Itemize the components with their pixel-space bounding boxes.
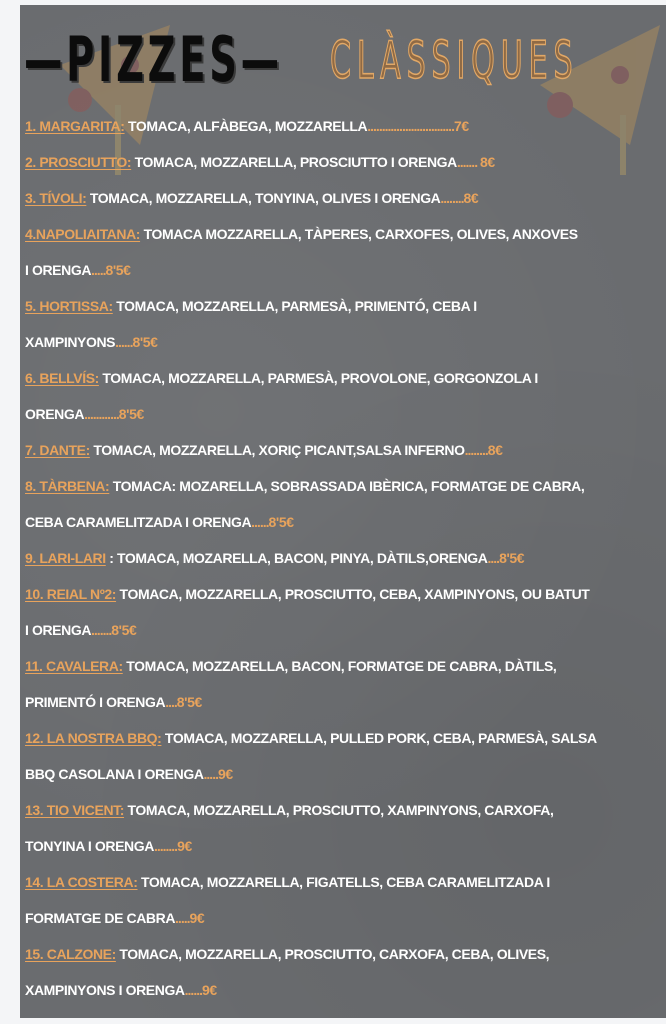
price-leader: ........: [440, 190, 464, 206]
pizza-name: 15. CALZONE:: [25, 946, 116, 962]
pizza-ingredients: TOMACA, MOZZARELLA, PARMESÀ, PROVOLONE, GORGONZOLA I: [98, 370, 538, 386]
pizza-ingredients: TOMACA, MOZZARELLA, PROSCIUTTO I ORENGA: [131, 154, 457, 170]
pizza-ingredients-cont: FORMATGE DE CABRA: [25, 910, 176, 926]
menu-item: [25, 792, 666, 864]
menu-item-line: [25, 504, 666, 540]
pizza-name: 3. TÍVOLI:: [25, 190, 87, 206]
pizza-ingredients: : TOMACA, MOZARELLA, BACON, PINYA, DÀTILS,ORENGA: [105, 550, 488, 566]
menu-item-line: [25, 324, 666, 360]
pizza-price: 8'5€: [105, 262, 131, 278]
pizza-ingredients: TOMACA, ALFÀBEGA, MOZZARELLA: [124, 118, 368, 134]
menu-item-line: [25, 144, 666, 180]
pizza-price: 9€: [217, 766, 233, 782]
menu-item-line: [25, 684, 666, 720]
menu-item-line: [25, 864, 666, 900]
pizza-name: 10. REIAL Nº2:: [25, 586, 117, 602]
menu-item: [25, 180, 666, 216]
menu-item-line: [25, 900, 666, 936]
pizza-price: 8'5€: [118, 406, 144, 422]
menu-item-line: [25, 288, 666, 324]
pizza-ingredients-cont: PRIMENTÓ I ORENGA: [25, 694, 166, 710]
menu-item-line: [25, 828, 666, 864]
menu-item-line: [25, 540, 666, 576]
menu-item: [25, 144, 666, 180]
pizza-name: 4.NAPOLIAITANA:: [25, 226, 141, 242]
pizza-ingredients-cont: TONYINA I ORENGA: [25, 838, 154, 854]
menu-item-line: [25, 972, 666, 1008]
pizza-ingredients: TOMACA, MOZZARELLA, PROSCIUTTO, XAMPINYONS, CARXOFA,: [124, 802, 554, 818]
pizza-ingredients-cont: XAMPINYONS I ORENGA: [25, 982, 185, 998]
menu-item-line: [25, 252, 666, 288]
pizza-price: 9€: [177, 838, 192, 854]
menu-item: [25, 288, 666, 360]
menu-item-line: [25, 468, 666, 504]
menu-item: [25, 108, 666, 144]
pizza-price: 7€: [453, 118, 469, 134]
pizza-ingredients: TOMACA, MOZZARELLA, PULLED PORK, CEBA, PARMESÀ, SALSA: [161, 730, 597, 746]
menu-item: [25, 540, 666, 576]
price-leader: ......: [251, 514, 269, 530]
menu-panel: [20, 5, 666, 1018]
menu-item-line: [25, 396, 666, 432]
menu-item: [25, 360, 666, 432]
pizza-price: 8'5€: [268, 514, 294, 530]
pizza-ingredients: TOMACA, MOZZARELLA, FIGATELLS, CEBA CARAMELITZADA I: [137, 874, 550, 890]
price-leader: .....: [175, 910, 190, 926]
pizza-name: 14. LA COSTERA:: [25, 874, 138, 890]
pizza-price: 8€: [479, 154, 495, 170]
pizza-name: 13. TIO VICENT:: [25, 802, 125, 818]
price-leader: .......: [91, 622, 112, 638]
pizza-price: 8€: [487, 442, 503, 458]
price-leader: .....: [91, 262, 106, 278]
menu-item-line: [25, 108, 666, 144]
price-leader: ......: [115, 334, 133, 350]
pizza-ingredients: TOMACA, MOZZARELLA, TONYINA, OLIVES I ORENGA: [86, 190, 441, 206]
pizza-ingredients: TOMACA, MOZZARELLA, PROSCIUTTO, CARXOFA, CEBA, OLIVES,: [115, 946, 550, 962]
pizza-ingredients: TOMACA, MOZZARELLA, XORIÇ PICANT,SALSA INFERNO: [89, 442, 465, 458]
pizza-price: 8'5€: [111, 622, 137, 638]
pizza-name: 6. BELLVÍS:: [25, 370, 99, 386]
pizza-name: 1. MARGARITA:: [25, 118, 125, 134]
menu-item-line: [25, 936, 666, 972]
price-leader: ......: [184, 982, 202, 998]
menu-item-line: [25, 792, 666, 828]
pizza-name: 5. HORTISSA:: [25, 298, 113, 314]
menu-item: [25, 468, 666, 540]
pizza-ingredients: TOMACA, MOZZARELLA, PROSCIUTTO, CEBA, XAMPINYONS, OU BATUT: [116, 586, 590, 602]
pizza-ingredients: TOMACA, MOZZARELLA, PARMESÀ, PRIMENTÓ, CEBA I: [112, 298, 477, 314]
price-leader: ....: [165, 694, 177, 710]
pizza-name: 7. DANTE:: [25, 442, 90, 458]
menu-item: [25, 864, 666, 936]
menu-item-line: [25, 756, 666, 792]
menu-item-line: [25, 576, 666, 612]
pizza-name: 2. PROSCIUTTO:: [25, 154, 132, 170]
pizza-name: 8. TÀRBENA:: [25, 478, 110, 494]
pizza-name: 12. LA NOSTRA BBQ:: [25, 730, 162, 746]
pizza-name: 9. LARI-LARI: [25, 550, 106, 566]
pizza-price: 8'5€: [499, 550, 525, 566]
pizza-list: [25, 108, 666, 1008]
menu-item-line: [25, 216, 666, 252]
menu-item: [25, 936, 666, 1008]
pizza-ingredients-cont: I ORENGA: [25, 262, 92, 278]
menu-item: [25, 216, 666, 288]
price-leader: ....: [487, 550, 500, 566]
pizza-price: 9€: [202, 982, 217, 998]
menu-item: [25, 720, 666, 792]
menu-item: [25, 432, 666, 468]
pizza-ingredients-cont: XAMPINYONS: [25, 334, 116, 350]
price-leader: ..............................: [367, 118, 454, 134]
pizza-name: 11. CAVALERA:: [25, 658, 123, 674]
pizza-ingredients-cont: I ORENGA: [25, 622, 92, 638]
price-leader: ........: [464, 442, 488, 458]
menu-item-line: [25, 432, 666, 468]
price-leader: ........: [153, 838, 178, 854]
menu-item-line: [25, 648, 666, 684]
pizza-price: 8'5€: [132, 334, 158, 350]
menu-item: [25, 648, 666, 720]
pizza-ingredients: TOMACA, MOZZARELLA, BACON, FORMATGE DE CABRA, DÀTILS,: [122, 658, 557, 674]
pizza-ingredients-cont: CEBA CARAMELITZADA I ORENGA: [25, 514, 252, 530]
pizza-ingredients-cont: ORENGA: [25, 406, 85, 422]
title-pizzes: —PIZZES—: [24, 23, 283, 96]
menu-item: [25, 576, 666, 648]
title-classiques: CLÀSSIQUES: [330, 31, 579, 91]
pizza-ingredients: TOMACA: MOZARELLA, SOBRASSADA IBÈRICA, FORMATGE DE CABRA,: [109, 478, 585, 494]
menu-item-line: [25, 180, 666, 216]
pizza-price: 9€: [189, 910, 205, 926]
pizza-price: 8€: [463, 190, 479, 206]
price-leader: .......: [456, 154, 480, 170]
pizza-price: 8'5€: [176, 694, 202, 710]
pizza-ingredients: TOMACA MOZZARELLA, TÀPERES, CARXOFES, OLIVES, ANXOVES: [140, 226, 578, 242]
price-leader: ............: [84, 406, 119, 422]
menu-item-line: [25, 360, 666, 396]
pizza-ingredients-cont: BBQ CASOLANA I ORENGA: [25, 766, 204, 782]
menu-item-line: [25, 612, 666, 648]
price-leader: .....: [203, 766, 218, 782]
menu-item-line: [25, 720, 666, 756]
